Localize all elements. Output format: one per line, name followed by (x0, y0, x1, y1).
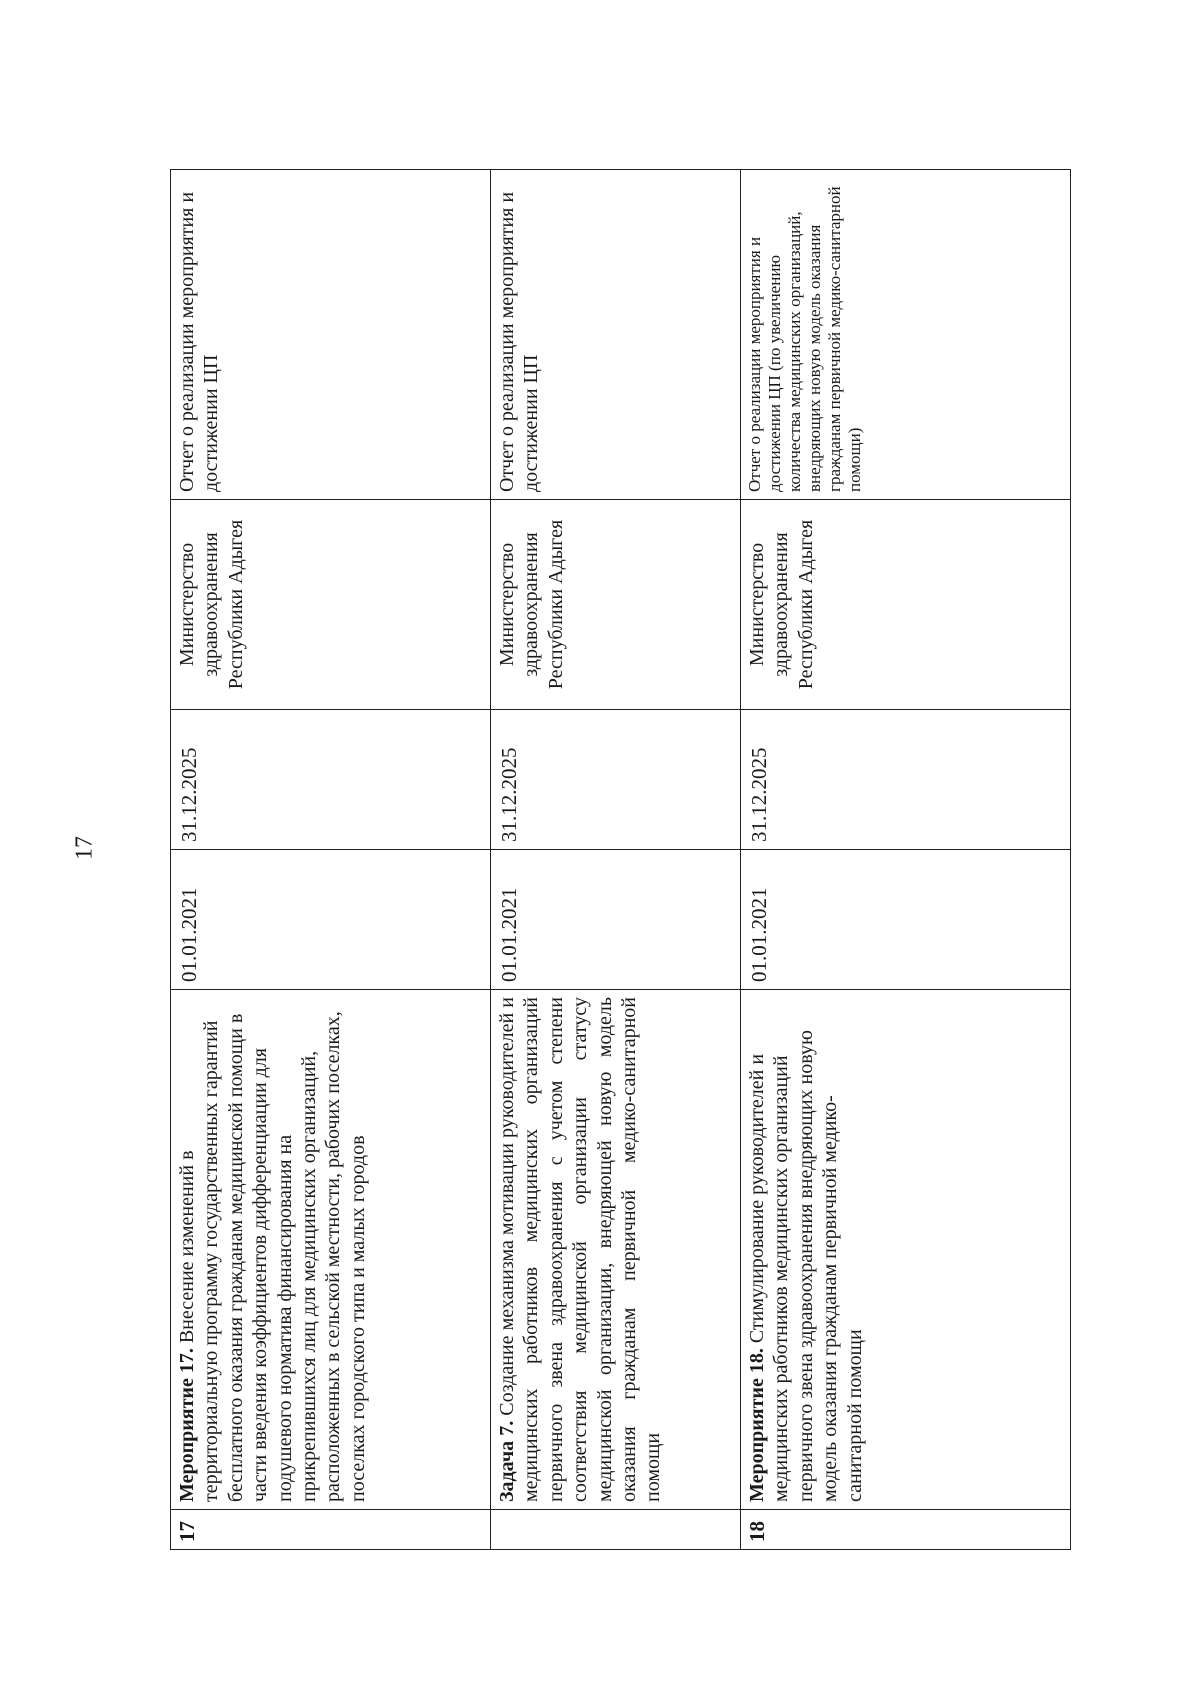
start-date: 01.01.2021 (171, 850, 491, 990)
rotated-table-container (170, 170, 1070, 1550)
end-date: 31.12.2025 (741, 710, 1071, 850)
row-number (491, 1510, 741, 1550)
activity-text: Внесение изменений в территориальную программу государственных гарантий бесплатного оказания гражданам медицинской помощи в части введения коэффициентов дифференциации для подушевого норматива финансирования на прикрепившихся лиц для медицинских организаций, расположенных в сельской местности, рабочих поселках, поселках городского типа и малых городов (176, 1011, 369, 1502)
page-number: 17 (71, 836, 98, 860)
start-date: 01.01.2021 (491, 850, 741, 990)
end-date: 31.12.2025 (171, 710, 491, 850)
responsible-cell: Министерство здравоохранения Республики Адыгея (171, 500, 491, 710)
activity-cell (171, 990, 491, 1510)
task-cell (491, 990, 741, 1510)
task-title: Задача 7. (496, 1420, 518, 1502)
row-number: 18 (741, 1510, 1071, 1550)
responsible-cell: Министерство здравоохранения Республики Адыгея (491, 500, 741, 710)
task-text: Создание механизма мотивации руководителей и медицинских работников медицинских организаций первичного звена здравоохранения с учетом степени соответствия медицинской организации статусу медицинской организации, внедряющей новую модель оказания гражданам первичной медико-санитарной помощи (496, 997, 665, 1502)
end-date: 31.12.2025 (491, 710, 741, 850)
table-row (491, 170, 741, 1550)
activity-text: Стимулирование руководителей и медицинских работников медицинских организаций первичного звена здравоохранения внедряющих новую модель оказания гражданам первичной медико-санитарной помощи (746, 1030, 866, 1502)
activity-cell (741, 990, 1071, 1510)
start-date: 01.01.2021 (741, 850, 1071, 990)
activity-title: Мероприятие 18. (746, 1348, 768, 1502)
plan-table (170, 169, 1071, 1550)
result-cell: Отчет о реализации мероприятия и достижении ЦП (491, 170, 741, 500)
responsible-cell: Министерство здравоохранения Республики Адыгея (741, 500, 1071, 710)
result-cell: Отчет о реализации мероприятия и достижении ЦП (171, 170, 491, 500)
row-number: 17 (171, 1510, 491, 1550)
table-row (171, 170, 491, 1550)
activity-title: Мероприятие 17. (176, 1348, 198, 1502)
result-cell: Отчет о реализации мероприятия и достижении ЦП (по увеличению количества медицинских организаций, внедряющих новую модель оказания гражданам первичной медико-санитарной помощи) (741, 170, 1071, 500)
table-row (741, 170, 1071, 1550)
